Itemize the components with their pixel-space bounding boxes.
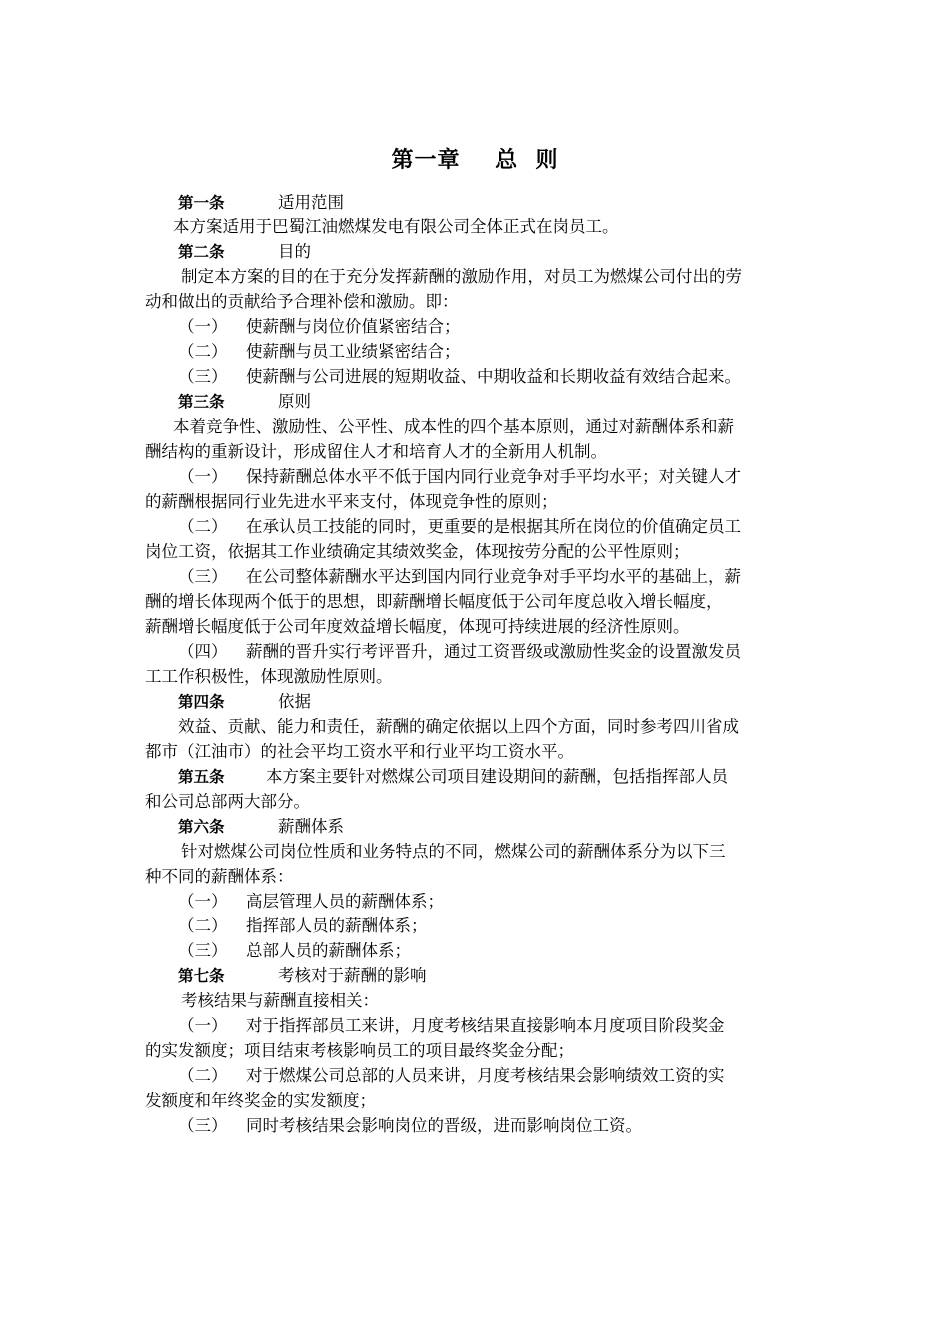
list-number: （二）: [178, 1066, 228, 1085]
list-number: （二）: [178, 916, 228, 935]
paragraph-line: 岗位工资，依据其工作业绩确定其绩效奖金，体现按劳分配的公平性原则；: [145, 542, 690, 561]
list-item: [178, 340, 878, 364]
article-5-heading: [178, 765, 878, 789]
article-2-heading: [178, 240, 878, 264]
list-item: [178, 939, 878, 963]
article-title: 依据: [278, 692, 311, 711]
paragraph-line: 本着竞争性、激励性、公平性、成本性的四个基本原则，通过对薪酬体系和薪: [173, 417, 734, 436]
article-number: 第二条: [178, 243, 225, 261]
paragraph-line: 工工作积极性，体现激励性原则。: [145, 667, 393, 686]
list-text: 总部人员的薪酬体系；: [246, 941, 411, 960]
article-number: 第六条: [178, 818, 225, 836]
article-number: 第一条: [178, 194, 225, 212]
list-number: （二）: [178, 342, 228, 361]
list-item: [178, 890, 878, 914]
list-item: [178, 515, 878, 539]
paragraph-line: 考核结果与薪酬直接相关：: [181, 991, 379, 1010]
article-number: 第三条: [178, 393, 225, 411]
paragraph-line: 薪酬增长幅度低于公司年度效益增长幅度，体现可持续进展的经济性原则。: [145, 617, 690, 636]
paragraph-line: 本方案适用于巴蜀江油燃煤发电有限公司全体正式在岗员工。: [173, 217, 619, 236]
list-text: 使薪酬与岗位价值紧密结合；: [246, 317, 461, 336]
list-item: [178, 365, 878, 389]
paragraph-line: 发额度和年终奖金的实发额度；: [145, 1091, 376, 1110]
paragraph-line: 酬的增长体现两个低于的思想，即薪酬增长幅度低于公司年度总收入增长幅度，: [145, 592, 723, 611]
article-title: 考核对于薪酬的影响: [278, 966, 427, 985]
list-text: 保持薪酬总体水平不低于国内同行业竞争对手平均水平；对关键人才: [246, 467, 741, 486]
list-text: 指挥部人员的薪酬体系；: [246, 916, 428, 935]
list-number: （四）: [178, 642, 228, 661]
paragraph-line: 酬结构的重新设计，形成留住人才和培育人才的全新用人机制。: [145, 442, 607, 461]
list-number: （一）: [178, 317, 228, 336]
list-number: （三）: [178, 567, 228, 586]
list-number: （一）: [178, 467, 228, 486]
list-number: （一）: [178, 1016, 228, 1035]
list-number: （三）: [178, 941, 228, 960]
article-6-heading: [178, 815, 878, 839]
paragraph-line: 种不同的薪酬体系：: [145, 867, 294, 886]
article-7-heading: [178, 964, 878, 988]
list-item: [178, 565, 878, 589]
article-title: 目的: [278, 242, 311, 261]
list-text: 在承认员工技能的同时，更重要的是根据其所在岗位的价值确定员工: [246, 517, 741, 536]
article-1-heading: [178, 191, 878, 215]
article-number: 第五条: [178, 768, 225, 786]
list-item: [178, 465, 878, 489]
list-item: [178, 914, 878, 938]
article-title: 本方案主要针对燃煤公司项目建设期间的薪酬，包括指挥部人员: [266, 767, 728, 786]
article-title: 薪酬体系: [278, 817, 344, 836]
list-text: 高层管理人员的薪酬体系；: [246, 892, 444, 911]
list-item: [178, 1014, 878, 1038]
list-item: [178, 315, 878, 339]
list-text: 在公司整体薪酬水平达到国内同行业竞争对手平均水平的基础上，薪: [246, 567, 741, 586]
paragraph-line: 和公司总部两大部分。: [145, 792, 310, 811]
list-text: 使薪酬与员工业绩紧密结合；: [246, 342, 461, 361]
list-text: 对于指挥部员工来讲，月度考核结果直接影响本月度项目阶段奖金: [246, 1016, 725, 1035]
article-number: 第四条: [178, 693, 225, 711]
chapter-title: 第一章 总 则: [391, 148, 559, 173]
paragraph-line: 的实发额度；项目结束考核影响员工的项目最终奖金分配；: [145, 1041, 574, 1060]
list-number: （三）: [178, 1116, 228, 1135]
list-item: [178, 1114, 878, 1138]
list-number: （二）: [178, 517, 228, 536]
list-number: （三）: [178, 367, 228, 386]
list-text: 对于燃煤公司总部的人员来讲，月度考核结果会影响绩效工资的实: [246, 1066, 725, 1085]
paragraph-line: 的薪酬根据同行业先进水平来支付，体现竞争性的原则；: [145, 492, 558, 511]
list-item: [178, 640, 878, 664]
list-item: [178, 1064, 878, 1088]
article-4-heading: [178, 690, 878, 714]
list-text: 同时考核结果会影响岗位的晋级，进而影响岗位工资。: [246, 1116, 642, 1135]
paragraph-line: 针对燃煤公司岗位性质和业务特点的不同，燃煤公司的薪酬体系分为以下三: [181, 842, 726, 861]
article-3-heading: [178, 390, 878, 414]
list-text: 使薪酬与公司进展的短期收益、中期收益和长期收益有效结合起来。: [246, 367, 741, 386]
paragraph-line: 制定本方案的目的在于充分发挥薪酬的激励作用，对员工为燃煤公司付出的劳: [181, 267, 742, 286]
paragraph-line: 效益、贡献、能力和责任，薪酬的确定依据以上四个方面，同时参考四川省成: [178, 717, 739, 736]
list-text: 薪酬的晋升实行考评晋升，通过工资晋级或激励性奖金的设置激发员: [246, 642, 741, 661]
article-title: 适用范围: [278, 193, 344, 212]
article-title: 原则: [278, 392, 311, 411]
paragraph-line: 都市（江油市）的社会平均工资水平和行业平均工资水平。: [145, 742, 574, 761]
article-number: 第七条: [178, 967, 225, 985]
list-number: （一）: [178, 892, 228, 911]
paragraph-line: 动和做出的贡献给予合理补偿和激励。即：: [145, 292, 459, 311]
